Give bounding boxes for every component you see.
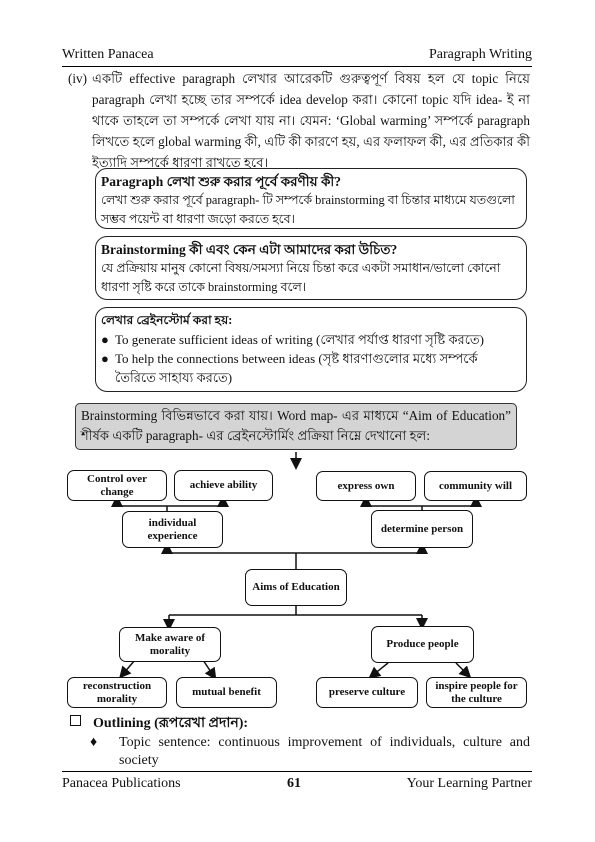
node-produce-people: Produce people: [371, 626, 474, 663]
box-body: লেখা শুরু করার পূর্বে paragraph- টি সম্পর্কে brainstorming বা চিন্তার মাধ্যমে যতগুলো সম্ভব পয়েন্ট বা ধারণা জড়ো করতে হবে।: [101, 193, 515, 226]
outlining-label: Outlining (রূপরেখা প্রদান):: [93, 716, 249, 731]
node-make-aware-of-morality: Make aware of morality: [119, 627, 221, 662]
paragraph-number: (iv): [68, 71, 88, 86]
diamond-bullet-icon: ♦: [90, 735, 98, 750]
node-inspire-people: inspire people for the culture: [426, 677, 527, 708]
node-preserve-culture: preserve culture: [316, 677, 418, 708]
bullet-icon: ●: [101, 351, 109, 366]
bullet-text: To generate sufficient ideas of writing (লেখার পর্যাপ্ত ধারণা সৃষ্টি করতে): [115, 332, 485, 347]
topic-sentence: [90, 734, 530, 770]
node-express-own: express own: [316, 471, 416, 501]
page-number: 61: [287, 776, 301, 791]
footer-rule: [62, 771, 532, 772]
topic-text: Topic sentence: continuous improvement of individuals, culture and society: [119, 735, 530, 768]
checkbox-icon: [70, 715, 81, 726]
word-map-intro: Brainstorming বিভিন্নভাবে করা যায়। Word map- এর মাধ্যমে “Aim of Education” শীর্ষক একটি paragraph- এর ব্রেইনস্টোর্মিং প্রক্রিয়া নিম্নে দেখানো হল:: [75, 403, 517, 450]
footer-publisher: Panacea Publications: [62, 776, 181, 791]
box-body: যে প্রক্রিয়ায় মানুষ কোনো বিষয়/সমস্যা নিয়ে চিন্তা করে একটা সমাধান/ভালো কোনো ধারণা সৃষ্টি করে তাকে brainstorming বলে।: [101, 261, 501, 294]
node-individual-experience: individual experience: [122, 511, 223, 548]
node-aims-of-education: Aims of Education: [245, 569, 347, 606]
header-left: Written Panacea: [62, 47, 154, 62]
node-mutual-benefit: mutual benefit: [176, 677, 277, 708]
outlining-heading: [70, 711, 248, 735]
paragraph-text: একটি effective paragraph লেখার আরেকটি গুরুত্বপূর্ণ বিষয় হল যে topic নিয়ে paragraph লেখা হচ্ছে তার সম্পর্কে idea develop করা। কোনো topic যদি idea- ই না থাকে তাহলে তা সম্পর্কে লেখা যায় না। যেমন: ‘Global warming’ সম্পর্কে paragraph লিখতে হলে global warming কী, এটি কী কারণে হয়, এর ফলাফল কী, এর প্রতিকার কী ইত্যাদি সম্পর্কে ধারণা রাখতে হবে।: [92, 71, 530, 170]
box-title: Paragraph লেখা শুরু করার পূর্বে করণীয় কী?: [101, 174, 342, 189]
bullet-icon: ●: [101, 332, 109, 347]
bullet-text: To help the connections between ideas (সৃষ্ট ধারণাগুলোর মধ্যে সম্পর্কে তৈরিতে সাহায্য করতে): [115, 351, 478, 385]
node-determine-person: determine person: [371, 510, 473, 548]
node-achieve-ability: achieve ability: [174, 470, 273, 501]
box-title: Brainstorming কী এবং কেন এটা আমাদের করা উচিত?: [101, 242, 398, 257]
node-control-over-change: Control over change: [67, 470, 167, 501]
node-reconstruction-morality: reconstruction morality: [67, 677, 167, 708]
box-title: লেখার ব্রেইনস্টোর্ম করা হয়:: [101, 313, 233, 327]
header-right: Paragraph Writing: [429, 47, 532, 62]
node-community-will: community will: [424, 471, 527, 501]
footer-tagline: Your Learning Partner: [406, 776, 532, 791]
